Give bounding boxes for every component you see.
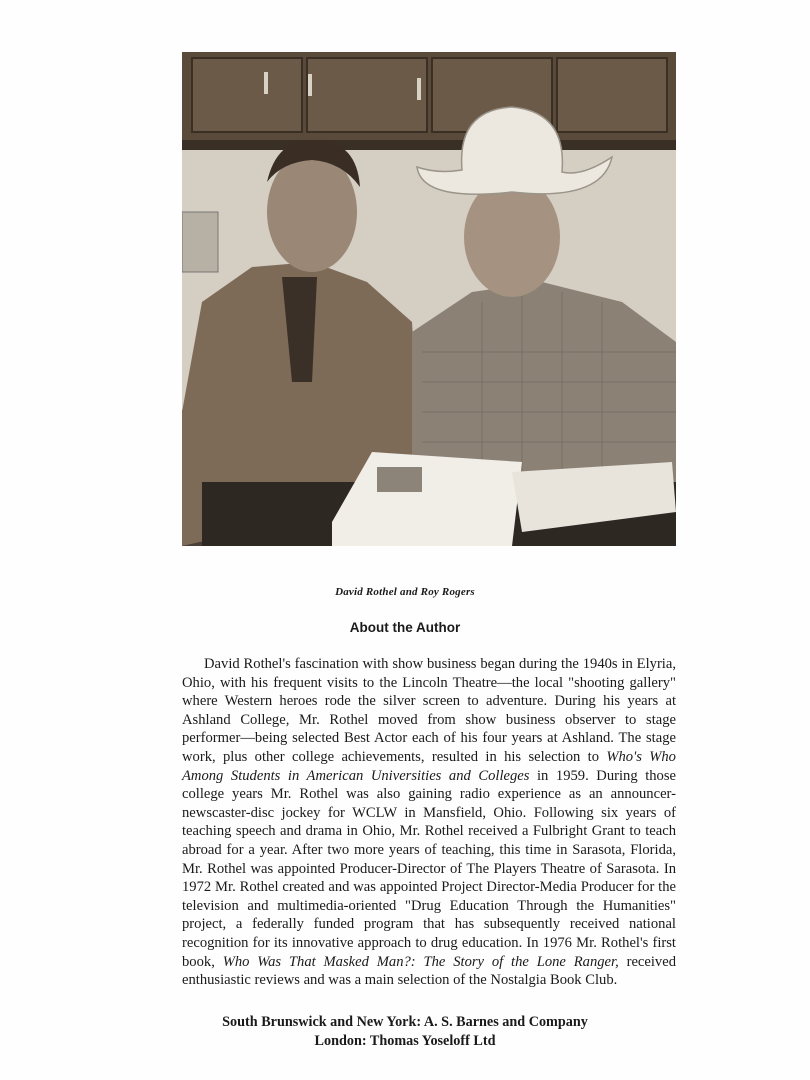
photograph-icon bbox=[182, 52, 676, 546]
section-heading: About the Author bbox=[349, 620, 461, 635]
bio-text-part-2: in 1959. During those college years Mr. Rothel was also gaining radio experience as an announcer-newscaster-disc jockey for WCLW in Mansfield, Ohio. Following six years of teaching speech and drama in Ohio, Mr. Rothel received a Fulbright Grant to teach abroad for a year. After two more years of teaching, this time in Sarasota, Florida, Mr. Rothel was appointed Producer-Director of The Players Theatre of Sarasota. In 1972 Mr. Rothel created and was appointed Project Director-Media Producer for the television and multimedia-oriented "Drug Education Through the Humanities" project, a federally funded program that has subsequently received national recognition for its innovative approach to drug education. In 1976 Mr. Rothel's first book, bbox=[182, 767, 676, 970]
bio-text-part-1: David Rothel's fascination with show business began during the 1940s in Elyria, Ohio, with his frequent visits to the Lincoln Theatre—the local "shooting gallery" where Western heroes rode the silver screen to adventure. During his years at Ashland College, Mr. Rothel moved from show business observer to stage performer—being selected Best Actor each of his four years at Ashland. The stage work, plus other college achievements, resulted in his selection to bbox=[182, 656, 676, 765]
bio-book-title-2: Who Was That Masked Man?: The Story of the Lone Ranger, bbox=[222, 953, 619, 970]
photo-caption: David Rothel and Roy Rogers bbox=[335, 586, 475, 598]
bio-text-part-3: received enthusiastic reviews and was a main selection of the Nostalgia Book Club. bbox=[182, 953, 677, 989]
publisher-line-2: London: Thomas Yoseloff Ltd bbox=[314, 1033, 496, 1049]
publisher-imprint bbox=[0, 1013, 810, 1051]
author-photograph bbox=[182, 52, 676, 546]
publisher-line-1: South Brunswick and New York: A. S. Barnes and Company bbox=[222, 1014, 588, 1030]
author-biography bbox=[182, 655, 676, 990]
bio-book-title-1: Who's Who Among Students in American Universities and Colleges bbox=[182, 748, 676, 784]
